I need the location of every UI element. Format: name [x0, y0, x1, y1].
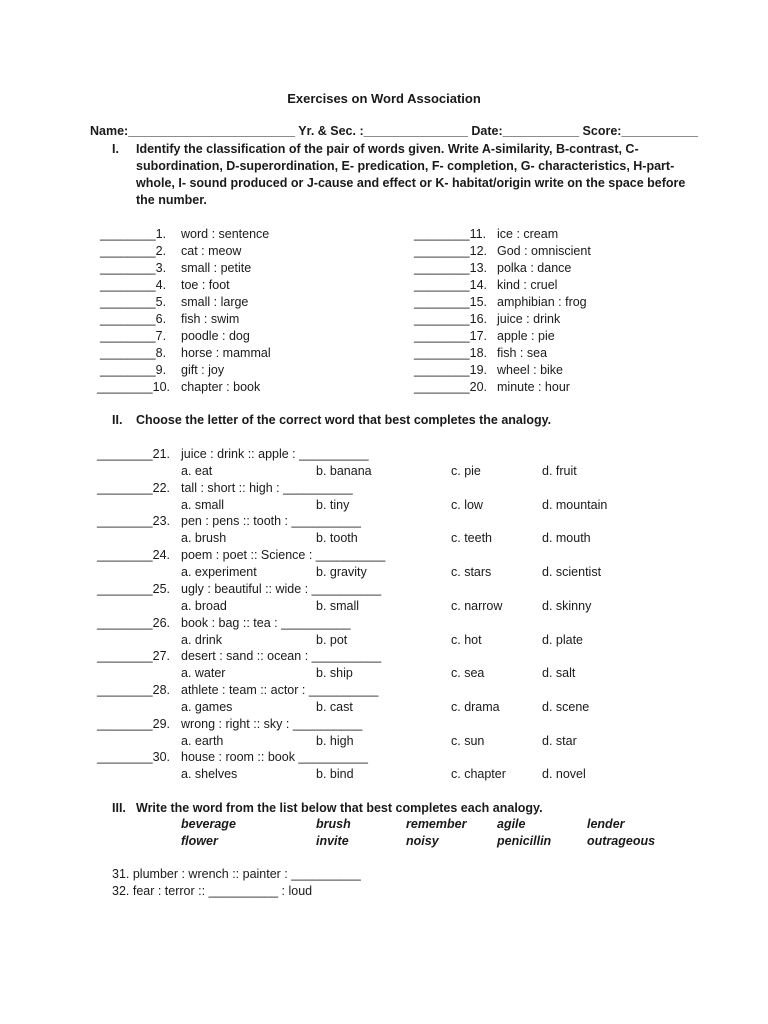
- item-pair: small : large: [181, 295, 249, 309]
- item-blank: ________1.: [100, 227, 167, 241]
- item-blank: ________15.: [414, 295, 487, 309]
- word-bank-item: flower: [181, 834, 218, 848]
- question-text: desert : sand :: ocean : __________: [181, 649, 382, 663]
- choice-b: b. ship: [316, 666, 353, 680]
- word-bank-item: penicillin: [497, 834, 552, 848]
- word-bank-item: noisy: [406, 834, 439, 848]
- choice-b: b. pot: [316, 633, 348, 647]
- item-pair: small : petite: [181, 261, 252, 275]
- question-blank: ________28.: [97, 683, 170, 697]
- choice-d: d. skinny: [542, 599, 592, 613]
- choice-a: a. earth: [181, 734, 224, 748]
- analogy-item-31: 31. plumber : wrench :: painter : __________: [112, 867, 361, 881]
- section3-instruction: Write the word from the list below that best completes each analogy.: [136, 801, 543, 815]
- choice-a: a. games: [181, 700, 233, 714]
- item-pair: kind : cruel: [497, 278, 558, 292]
- choice-c: c. stars: [451, 565, 492, 579]
- choice-b: b. banana: [316, 464, 372, 478]
- word-bank-item: outrageous: [587, 834, 656, 848]
- page-title: Exercises on Word Association: [287, 91, 481, 106]
- choice-a: a. shelves: [181, 767, 238, 781]
- item-pair: cat : meow: [181, 244, 242, 258]
- choice-a: a. small: [181, 498, 225, 512]
- question-blank: ________29.: [97, 717, 170, 731]
- choice-d: d. scientist: [542, 565, 602, 579]
- choice-c: c. narrow: [451, 599, 503, 613]
- item-blank: ________11.: [414, 227, 487, 241]
- question-text: poem : poet :: Science : __________: [181, 548, 386, 562]
- choice-a: a. broad: [181, 599, 227, 613]
- question-text: juice : drink :: apple : __________: [181, 447, 369, 461]
- word-bank-item: invite: [316, 834, 349, 848]
- question-blank: ________21.: [97, 447, 170, 461]
- section2-instruction: Choose the letter of the correct word that best completes the analogy.: [136, 413, 552, 427]
- question-blank: ________26.: [97, 616, 170, 630]
- choice-d: d. novel: [542, 767, 586, 781]
- question-text: house : room :: book __________: [181, 750, 368, 764]
- section2-roman: II.: [112, 413, 123, 427]
- item-pair: fish : sea: [497, 346, 548, 360]
- item-blank: ________4.: [100, 278, 167, 292]
- choice-c: c. chapter: [451, 767, 506, 781]
- choice-d: d. scene: [542, 700, 590, 714]
- item-pair: polka : dance: [497, 261, 572, 275]
- choice-d: d. fruit: [542, 464, 577, 478]
- question-blank: ________25.: [97, 582, 170, 596]
- choice-b: b. tiny: [316, 498, 350, 512]
- item-blank: ________5.: [100, 295, 167, 309]
- item-pair: ice : cream: [497, 227, 559, 241]
- choice-a: a. experiment: [181, 565, 257, 579]
- word-bank-item: beverage: [181, 817, 236, 831]
- item-blank: ________8.: [100, 346, 167, 360]
- question-text: book : bag :: tea : __________: [181, 616, 351, 630]
- question-text: athlete : team :: actor : __________: [181, 683, 379, 697]
- item-pair: word : sentence: [181, 227, 270, 241]
- item-pair: apple : pie: [497, 329, 555, 343]
- section1-instruction-line-1: Identify the classification of the pair of words given. Write A-similarity, B-contrast, C-: [136, 142, 639, 156]
- item-blank: ________18.: [414, 346, 487, 360]
- item-blank: ________6.: [100, 312, 167, 326]
- item-blank: ________3.: [100, 261, 167, 275]
- item-blank: ________12.: [414, 244, 487, 258]
- item-pair: juice : drink: [497, 312, 561, 326]
- item-blank: ________2.: [100, 244, 167, 258]
- section1-roman: I.: [112, 142, 119, 156]
- word-bank-item: remember: [406, 817, 467, 831]
- choice-d: d. star: [542, 734, 577, 748]
- item-pair: minute : hour: [497, 380, 570, 394]
- choice-d: d. salt: [542, 666, 576, 680]
- choice-c: c. low: [451, 498, 483, 512]
- choice-d: d. plate: [542, 633, 584, 647]
- item-blank: ________13.: [414, 261, 487, 275]
- section1-instruction-line-4: the number.: [136, 193, 207, 207]
- item-pair: fish : swim: [181, 312, 240, 326]
- question-text: ugly : beautiful :: wide : __________: [181, 582, 382, 596]
- question-text: tall : short :: high : __________: [181, 481, 353, 495]
- question-text: pen : pens :: tooth : __________: [181, 514, 362, 528]
- header-line: Name:________________________ Yr. & Sec. :_______________ Date:___________ Score:___________: [90, 124, 698, 138]
- choice-a: a. water: [181, 666, 226, 680]
- choice-b: b. tooth: [316, 531, 358, 545]
- word-bank-item: lender: [587, 817, 625, 831]
- choice-b: b. cast: [316, 700, 353, 714]
- section1-instruction-line-3: whole, I- sound produced or J-cause and effect or K- habitat/origin write on the space before: [136, 176, 686, 190]
- analogy-item-32: 32. fear : terror :: __________ : loud: [112, 884, 313, 898]
- choice-c: c. sun: [451, 734, 485, 748]
- item-blank: ________16.: [414, 312, 487, 326]
- choice-c: c. teeth: [451, 531, 492, 545]
- question-text: wrong : right :: sky : __________: [181, 717, 363, 731]
- item-pair: God : omniscient: [497, 244, 591, 258]
- item-pair: gift : joy: [181, 363, 225, 377]
- choice-d: d. mountain: [542, 498, 608, 512]
- item-blank: ________14.: [414, 278, 487, 292]
- item-pair: poodle : dog: [181, 329, 250, 343]
- item-pair: toe : foot: [181, 278, 230, 292]
- item-blank: ________9.: [100, 363, 167, 377]
- section3-roman: III.: [112, 801, 126, 815]
- question-blank: ________23.: [97, 514, 170, 528]
- question-blank: ________22.: [97, 481, 170, 495]
- item-pair: horse : mammal: [181, 346, 271, 360]
- question-blank: ________24.: [97, 548, 170, 562]
- item-pair: chapter : book: [181, 380, 261, 394]
- choice-c: c. hot: [451, 633, 482, 647]
- choice-b: b. small: [316, 599, 360, 613]
- item-blank: ________17.: [414, 329, 487, 343]
- item-blank: ________10.: [97, 380, 170, 394]
- choice-a: a. eat: [181, 464, 213, 478]
- question-blank: ________30.: [97, 750, 170, 764]
- item-pair: wheel : bike: [497, 363, 564, 377]
- word-bank-item: brush: [316, 817, 351, 831]
- choice-c: c. pie: [451, 464, 481, 478]
- choice-b: b. bind: [316, 767, 354, 781]
- choice-d: d. mouth: [542, 531, 591, 545]
- word-bank-item: agile: [497, 817, 526, 831]
- choice-a: a. drink: [181, 633, 222, 647]
- item-blank: ________7.: [100, 329, 167, 343]
- item-blank: ________19.: [414, 363, 487, 377]
- choice-a: a. brush: [181, 531, 227, 545]
- choice-b: b. high: [316, 734, 354, 748]
- item-pair: amphibian : frog: [497, 295, 587, 309]
- choice-b: b. gravity: [316, 565, 367, 579]
- section1-instruction-line-2: subordination, D-superordination, E- predication, F- completion, G- characteristics, H-part-: [136, 159, 675, 173]
- choice-c: c. drama: [451, 700, 500, 714]
- item-blank: ________20.: [414, 380, 487, 394]
- choice-c: c. sea: [451, 666, 485, 680]
- question-blank: ________27.: [97, 649, 170, 663]
